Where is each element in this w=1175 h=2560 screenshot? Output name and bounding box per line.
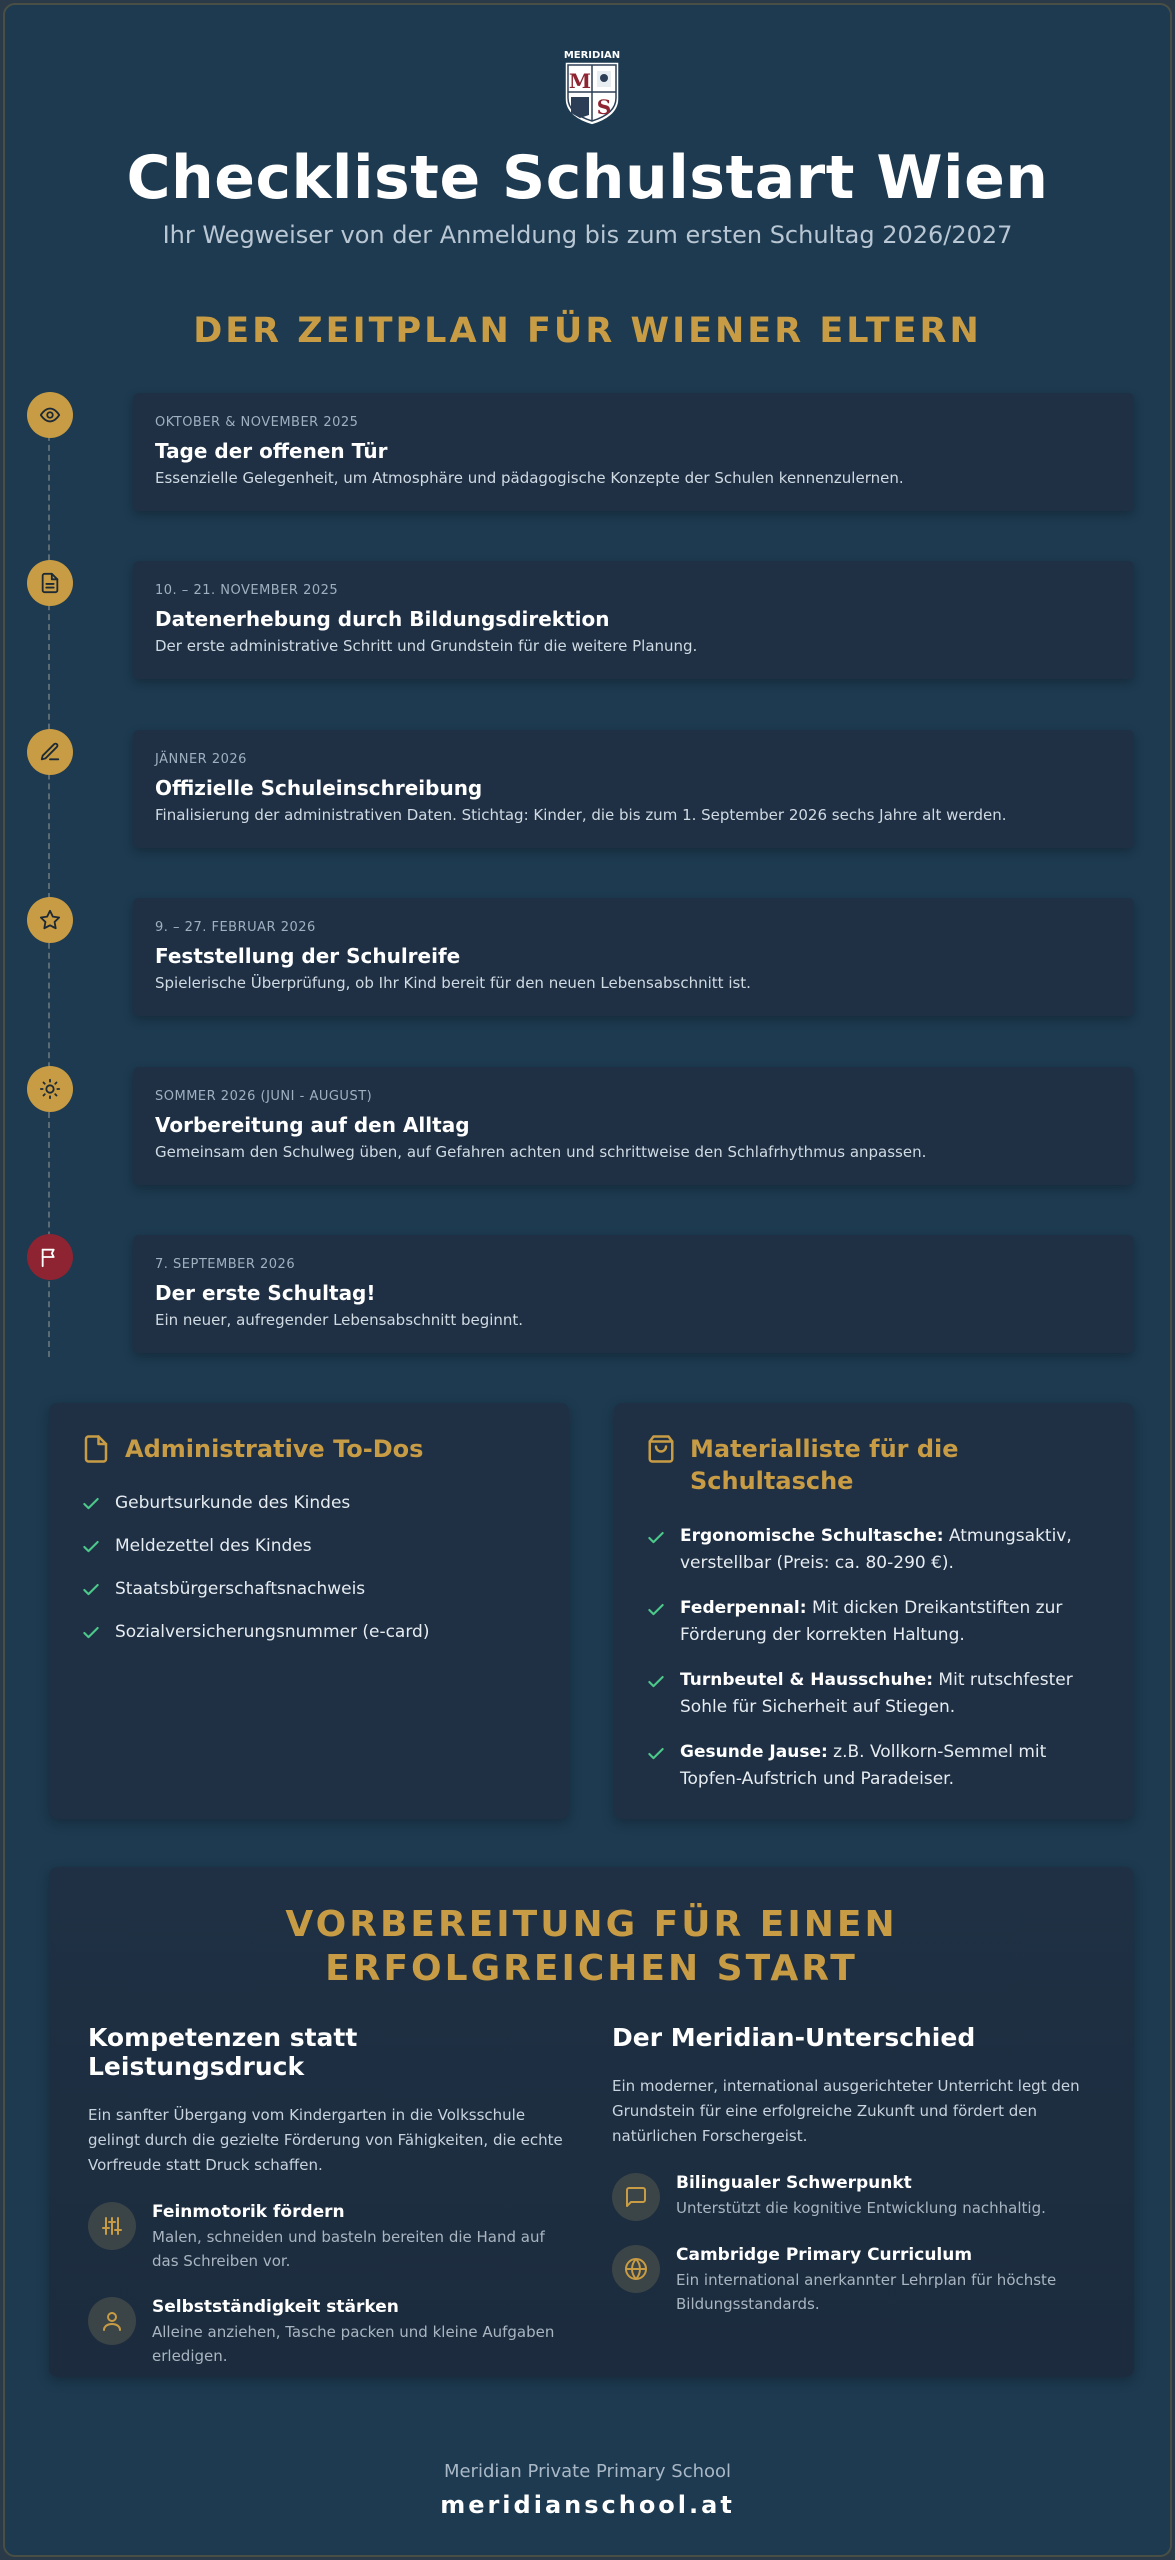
todo-label: Meldezettel des Kindes	[115, 1536, 312, 1556]
feature-desc: Ein international anerkannter Lehrplan für höchste Bildungsstandards.	[676, 2271, 1057, 2313]
material-desc: Mit dicken Dreikantstiften zur Förderung der korrekten Haltung.	[680, 1598, 1063, 1645]
sliders-icon	[88, 2202, 136, 2250]
footer-school-name: Meridian Private Primary School	[443, 2461, 732, 2482]
list-item	[646, 1595, 1102, 1649]
admin-todos-title: Administrative To-Dos	[125, 1435, 424, 1463]
feature-title: Feinmotorik fördern	[152, 2202, 345, 2222]
timeline-desc: Essenzielle Gelegenheit, um Atmosphäre und pädagogische Konzepte der Schulen kennenzulernen.	[155, 469, 904, 487]
timeline-desc: Ein neuer, aufregender Lebensabschnitt beginnt.	[155, 1311, 524, 1329]
check-icon	[646, 1600, 666, 1620]
check-icon	[81, 1623, 101, 1643]
svg-text:MERIDIAN: MERIDIAN	[563, 50, 621, 61]
material-text	[680, 1667, 1102, 1721]
competencies-text: Ein sanfter Übergang vom Kindergarten in die Volksschule gelingt durch die gezielte Förderung von Fähigkeiten, die echte Vorfreude statt Druck schaffen.	[88, 2106, 563, 2174]
competencies-title: Kompetenzen statt Leistungsdruck	[88, 2023, 358, 2081]
check-icon	[81, 1537, 101, 1557]
timeline-date: 7. SEPTEMBER 2026	[155, 1257, 296, 1272]
globe-icon	[612, 2245, 660, 2293]
admin-todo-list	[81, 1491, 537, 1644]
timeline-title: Offizielle Schuleinschreibung	[155, 776, 483, 800]
material-desc: Atmungsaktiv, verstellbar (Preis: ca. 80-290 €).	[680, 1526, 1072, 1573]
page-frame	[3, 3, 1172, 2557]
competencies-column	[88, 2023, 568, 2368]
material-text	[680, 1595, 1102, 1649]
footer-website-link[interactable]: meridianschool.at	[440, 2491, 735, 2519]
admin-todos-box	[49, 1403, 569, 1819]
material-text	[680, 1739, 1102, 1793]
shopping-bag-icon	[646, 1434, 676, 1464]
eye-icon	[27, 392, 73, 438]
chat-icon	[612, 2173, 660, 2221]
page-title: Checkliste Schulstart Wien	[126, 143, 1049, 213]
feature-item	[88, 2202, 568, 2273]
list-item	[646, 1523, 1102, 1577]
timeline-card	[133, 393, 1134, 511]
material-label: Turnbeutel & Hausschuhe:	[680, 1670, 934, 1690]
timeline-title: Der erste Schultag!	[155, 1281, 376, 1305]
timeline-card	[133, 898, 1134, 1016]
svg-text:M: M	[568, 69, 592, 93]
material-label: Gesunde Jause:	[680, 1742, 828, 1762]
list-item	[646, 1667, 1102, 1721]
timeline-date: OKTOBER & NOVEMBER 2025	[155, 415, 359, 430]
preparation-section	[49, 1867, 1134, 2377]
feature-desc: Unterstützt die kognitive Entwicklung nachhaltig.	[676, 2199, 1046, 2217]
meridian-title: Der Meridian-Unterschied	[612, 2023, 976, 2052]
timeline-card	[133, 1067, 1134, 1185]
material-text	[680, 1523, 1102, 1577]
timeline-card	[133, 730, 1134, 848]
svg-text:S: S	[596, 95, 612, 119]
check-icon	[646, 1528, 666, 1548]
material-label: Federpennal:	[680, 1598, 807, 1618]
star-icon	[27, 897, 73, 943]
material-desc: z.B. Vollkorn-Semmel mit Topfen-Aufstrich und Paradeiser.	[680, 1742, 1047, 1789]
list-item	[81, 1491, 537, 1515]
feature-title: Bilingualer Schwerpunkt	[676, 2173, 912, 2193]
list-item	[646, 1739, 1102, 1793]
timeline-desc: Finalisierung der administrativen Daten. Stichtag: Kinder, die bis zum 1. September 2026 sechs Jahre alt werden.	[155, 806, 1007, 824]
timeline-date: 9. – 27. FEBRUAR 2026	[155, 920, 316, 935]
check-icon	[81, 1580, 101, 1600]
list-item	[81, 1534, 537, 1558]
flag-icon	[27, 1234, 73, 1280]
timeline-date: JÄNNER 2026	[155, 752, 247, 767]
timeline-card	[133, 561, 1134, 679]
check-icon	[646, 1744, 666, 1764]
list-item	[81, 1577, 537, 1601]
timeline-title: Feststellung der Schulreife	[155, 944, 461, 968]
timeline-heading: DER ZEITPLAN FÜR WIENER ELTERN	[193, 311, 982, 351]
feature-desc: Malen, schneiden und basteln bereiten die Hand auf das Schreiben vor.	[152, 2228, 545, 2270]
feature-title: Cambridge Primary Curriculum	[676, 2245, 973, 2265]
timeline-line	[48, 415, 50, 1357]
materials-list	[646, 1523, 1102, 1793]
material-desc: Mit rutschfester Sohle für Sicherheit auf Stiegen.	[680, 1670, 1073, 1717]
timeline-date: SOMMER 2026 (JUNI - AUGUST)	[155, 1089, 373, 1104]
timeline-desc: Gemeinsam den Schulweg üben, auf Gefahren achten und schrittweise den Schlafrhythmus anpassen.	[155, 1143, 927, 1161]
todo-label: Sozialversicherungsnummer (e-card)	[115, 1622, 430, 1642]
timeline-title: Datenerhebung durch Bildungsdirektion	[155, 607, 610, 631]
feature-item	[612, 2173, 1092, 2221]
materials-box	[614, 1403, 1134, 1819]
sun-icon	[27, 1066, 73, 1112]
timeline-desc: Der erste administrative Schritt und Grundstein für die weitere Planung.	[155, 637, 698, 655]
todo-label: Geburtsurkunde des Kindes	[115, 1493, 351, 1513]
timeline-date: 10. – 21. NOVEMBER 2025	[155, 583, 339, 598]
material-label: Ergonomische Schultasche:	[680, 1526, 944, 1546]
feature-desc: Alleine anziehen, Tasche packen und kleine Aufgaben erledigen.	[152, 2323, 555, 2365]
file-icon	[81, 1434, 111, 1464]
page-subtitle: Ihr Wegweiser von der Anmeldung bis zum ersten Schultag 2026/2027	[162, 221, 1013, 249]
list-item	[81, 1620, 537, 1644]
timeline-desc: Spielerische Überprüfung, ob Ihr Kind bereit für den neuen Lebensabschnitt ist.	[155, 974, 751, 992]
check-icon	[646, 1672, 666, 1692]
meridian-text: Ein moderner, international ausgerichteter Unterricht legt den Grundstein für eine erfolgreiche Zukunft und fördert den natürlichen Forschergeist.	[612, 2077, 1080, 2145]
timeline-title: Vorbereitung auf den Alltag	[155, 1113, 470, 1137]
preparation-heading: VORBEREITUNG FÜR EINEN ERFOLGREICHEN START	[285, 1904, 898, 1989]
todo-label: Staatsbürgerschaftsnachweis	[115, 1579, 366, 1599]
school-logo	[560, 47, 624, 127]
feature-title: Selbstständigkeit stärken	[152, 2297, 399, 2317]
pencil-icon	[27, 729, 73, 775]
timeline-card	[133, 1235, 1134, 1353]
materials-title: Materialliste für die Schultasche	[690, 1435, 959, 1495]
feature-item	[88, 2297, 568, 2368]
document-icon	[27, 560, 73, 606]
user-icon	[88, 2297, 136, 2345]
timeline-title: Tage der offenen Tür	[155, 439, 388, 463]
feature-item	[612, 2245, 1092, 2316]
meridian-column	[612, 2023, 1092, 2316]
check-icon	[81, 1494, 101, 1514]
